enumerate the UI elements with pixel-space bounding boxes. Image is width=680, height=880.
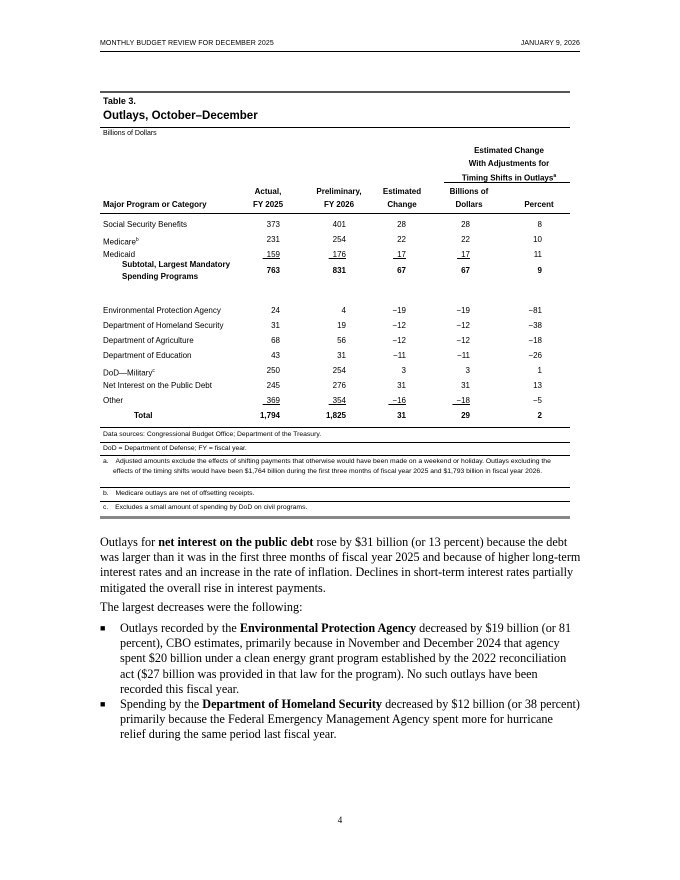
cell-change: 31 — [397, 411, 406, 420]
note-rule — [100, 442, 570, 443]
cell-actual: 68 — [271, 336, 280, 345]
cell-actual: 250 — [266, 366, 280, 375]
table-row — [100, 410, 570, 422]
row-label: Total — [134, 411, 153, 420]
table-notes-rule — [100, 427, 570, 428]
table-header-rule — [100, 213, 570, 214]
term-epa: Environmental Protection Agency — [239, 621, 417, 635]
cell-pct: −18 — [528, 336, 542, 345]
table-title-rule — [100, 127, 570, 128]
cell-pct: 1 — [537, 366, 542, 375]
table-row — [100, 320, 570, 332]
cell-actual: 369 — [262, 396, 280, 405]
header-title: MONTHLY BUDGET REVIEW FOR DECEMBER 2025 — [100, 40, 274, 47]
term-dhs: Department of Homeland Security — [202, 697, 383, 711]
span-header-rule — [444, 182, 570, 183]
bullet-epa-text: Outlays recorded by the Environmental Protection Agency decreased by $19 billion (or 81 percent), CBO estimates, primarily because in November and December 2024 that agency spent $20 billion under a clean energy grant program established by the 2022 reconciliation act ($27 billion was provided in that law for the program). No such outlays have been recorded this fiscal year. — [120, 621, 572, 696]
table-row — [100, 305, 570, 317]
table-row — [100, 260, 570, 281]
cell-prelim: 354 — [328, 396, 346, 405]
cell-adj: 3 — [465, 366, 470, 375]
cell-change: −16 — [388, 396, 406, 405]
cell-prelim: 56 — [337, 336, 346, 345]
cell-change: −11 — [393, 351, 406, 360]
row-label: Department of Agriculture — [103, 336, 194, 345]
cell-change: 22 — [397, 235, 406, 244]
cell-pct: 10 — [533, 235, 542, 244]
col-header-estimated: Estimated Change — [382, 187, 422, 209]
span-header-line-3: Timing Shifts in Outlays$^a$ — [461, 173, 557, 183]
span-header-note: a — [553, 173, 557, 179]
cell-change: 67 — [397, 266, 406, 275]
cell-change: 3 — [401, 366, 406, 375]
page-number: 4 — [337, 815, 343, 825]
cell-prelim: 4 — [341, 306, 346, 315]
table-row — [100, 219, 570, 231]
cell-prelim: 1,825 — [325, 411, 346, 420]
cell-actual: 373 — [266, 220, 280, 229]
cell-pct: 2 — [537, 411, 542, 420]
cell-adj: 28 — [461, 220, 470, 229]
bullet-marker: ■ — [100, 623, 106, 633]
bullet-dhs — [100, 697, 582, 743]
cell-prelim: 276 — [332, 381, 346, 390]
span-header-line-2: With Adjustments for — [468, 158, 550, 168]
span-header — [444, 145, 574, 185]
table-top-rule — [100, 91, 570, 93]
row-label: Medicaid — [103, 250, 136, 259]
table-row — [100, 395, 570, 407]
cell-adj: −19 — [456, 306, 470, 315]
cell-change: −19 — [392, 306, 406, 315]
cell-pct: −38 — [528, 321, 542, 330]
cell-adj: −18 — [452, 396, 470, 405]
cell-prelim: 254 — [332, 235, 346, 244]
cell-adj: 29 — [461, 411, 470, 420]
term-net-interest: net interest on the public debt — [158, 535, 314, 549]
bullet-dhs-text: Spending by the Department of Homeland Security decreased by $12 billion (or 38 percent) primarily because the Federal Emergency Management Agency spent more for hurricane relief during the same period last fiscal year. — [120, 697, 580, 742]
cell-prelim: 31 — [337, 351, 346, 360]
table-title: Outlays, October–December — [103, 110, 258, 122]
cell-prelim: 401 — [332, 220, 346, 229]
cell-change: 28 — [397, 220, 406, 229]
cell-change: 17 — [393, 250, 406, 259]
cell-prelim: 831 — [332, 266, 346, 275]
cell-adj: 17 — [457, 250, 470, 259]
cell-prelim: 176 — [328, 250, 346, 259]
note-rule — [100, 487, 570, 488]
row-label: Department of Homeland Security — [103, 321, 224, 330]
cell-change: 31 — [397, 381, 406, 390]
col-header-preliminary: Preliminary, FY 2026 — [316, 187, 362, 209]
header-rule — [100, 51, 580, 52]
row-label: Other — [103, 396, 124, 405]
cell-pct: −26 — [528, 351, 542, 360]
cell-prelim: 254 — [332, 366, 346, 375]
table-row — [100, 380, 570, 392]
cell-adj: −11 — [457, 351, 470, 360]
table-number: Table 3. — [103, 96, 136, 106]
footnote-marker: b — [135, 237, 139, 243]
table-row — [100, 335, 570, 347]
cell-adj: 22 — [461, 235, 470, 244]
span-header-line-1: Estimated Change — [474, 146, 544, 155]
cell-pct: 8 — [537, 220, 542, 229]
cell-pct: −5 — [532, 396, 542, 405]
paragraph-net-interest: Outlays for net interest on the public debt rose by $31 billion (or 13 percent) because the debt was larger than it was in the first three months of fiscal year 2025 and because of higher long-term interest rates and an increase in the rate of inflation. Declines in short-term interest rates partially mitigated the overall rise in interest payments. — [100, 535, 581, 595]
note-rule — [100, 455, 570, 456]
table-bottom-rule — [100, 516, 570, 519]
table-row — [100, 365, 570, 377]
cell-change: −12 — [392, 336, 406, 345]
cell-pct: 11 — [533, 250, 542, 259]
footnote-marker: c — [152, 368, 155, 374]
note-sources: Data sources: Congressional Budget Office; Department of the Treasury. — [103, 431, 322, 438]
cell-adj: 31 — [461, 381, 470, 390]
cell-actual: 1,794 — [259, 411, 280, 420]
cell-adj: −12 — [456, 336, 470, 345]
note-rule — [100, 501, 570, 502]
note-abbreviations: DoD = Department of Defense; FY = fiscal year. — [103, 445, 247, 452]
cell-pct: −81 — [528, 306, 542, 315]
cell-adj: −12 — [456, 321, 470, 330]
cell-actual: 763 — [266, 266, 280, 275]
table-row — [100, 234, 570, 246]
cell-actual: 43 — [271, 351, 280, 360]
cell-actual: 231 — [266, 235, 280, 244]
cell-actual: 24 — [271, 306, 280, 315]
header-date: JANUARY 9, 2026 — [520, 40, 580, 47]
note-a: a. Adjusted amounts exclude the effects of shifting payments that otherwise would have been made on a weekend or holiday. Outlays excluding the effects of the timing shifts would have been $1,764 billion during the first three months of fiscal year 2025 and $1,793 billion in fiscal year 2026. — [103, 458, 551, 475]
cell-actual: 31 — [271, 321, 280, 330]
note-c: c. Excludes a small amount of spending by DoD on civil programs. — [103, 504, 308, 511]
cell-adj: 67 — [461, 266, 470, 275]
cell-pct: 9 — [537, 266, 542, 275]
row-label: Net Interest on the Public Debt — [103, 381, 212, 390]
cell-pct: 13 — [533, 381, 542, 390]
col-header-percent: Percent — [524, 200, 554, 209]
row-label: Environmental Protection Agency — [103, 306, 221, 315]
cell-change: −12 — [392, 321, 406, 330]
table-units: Billions of Dollars — [103, 130, 157, 137]
col-header-billions: Billions of Dollars — [449, 187, 489, 209]
cell-actual: 159 — [262, 250, 280, 259]
table-row — [100, 350, 570, 362]
row-label: Medicare$^b$ — [103, 237, 139, 247]
bullet-marker: ■ — [100, 699, 106, 709]
col-header-actual: Actual, FY 2025 — [252, 187, 284, 209]
paragraph-largest-decreases: The largest decreases were the following: — [100, 600, 303, 614]
bullet-epa — [100, 621, 582, 697]
col-header-category: Major Program or Category — [103, 200, 207, 209]
row-label: Department of Education — [103, 351, 192, 360]
note-b: b. Medicare outlays are net of offsetting receipts. — [103, 490, 255, 497]
cell-prelim: 19 — [337, 321, 346, 330]
row-label: Social Security Benefits — [103, 220, 188, 229]
row-label: Subtotal, Largest Mandatory Spending Programs — [122, 260, 231, 281]
cell-actual: 245 — [266, 381, 280, 390]
row-label: DoD—Military$^c$ — [103, 368, 155, 378]
